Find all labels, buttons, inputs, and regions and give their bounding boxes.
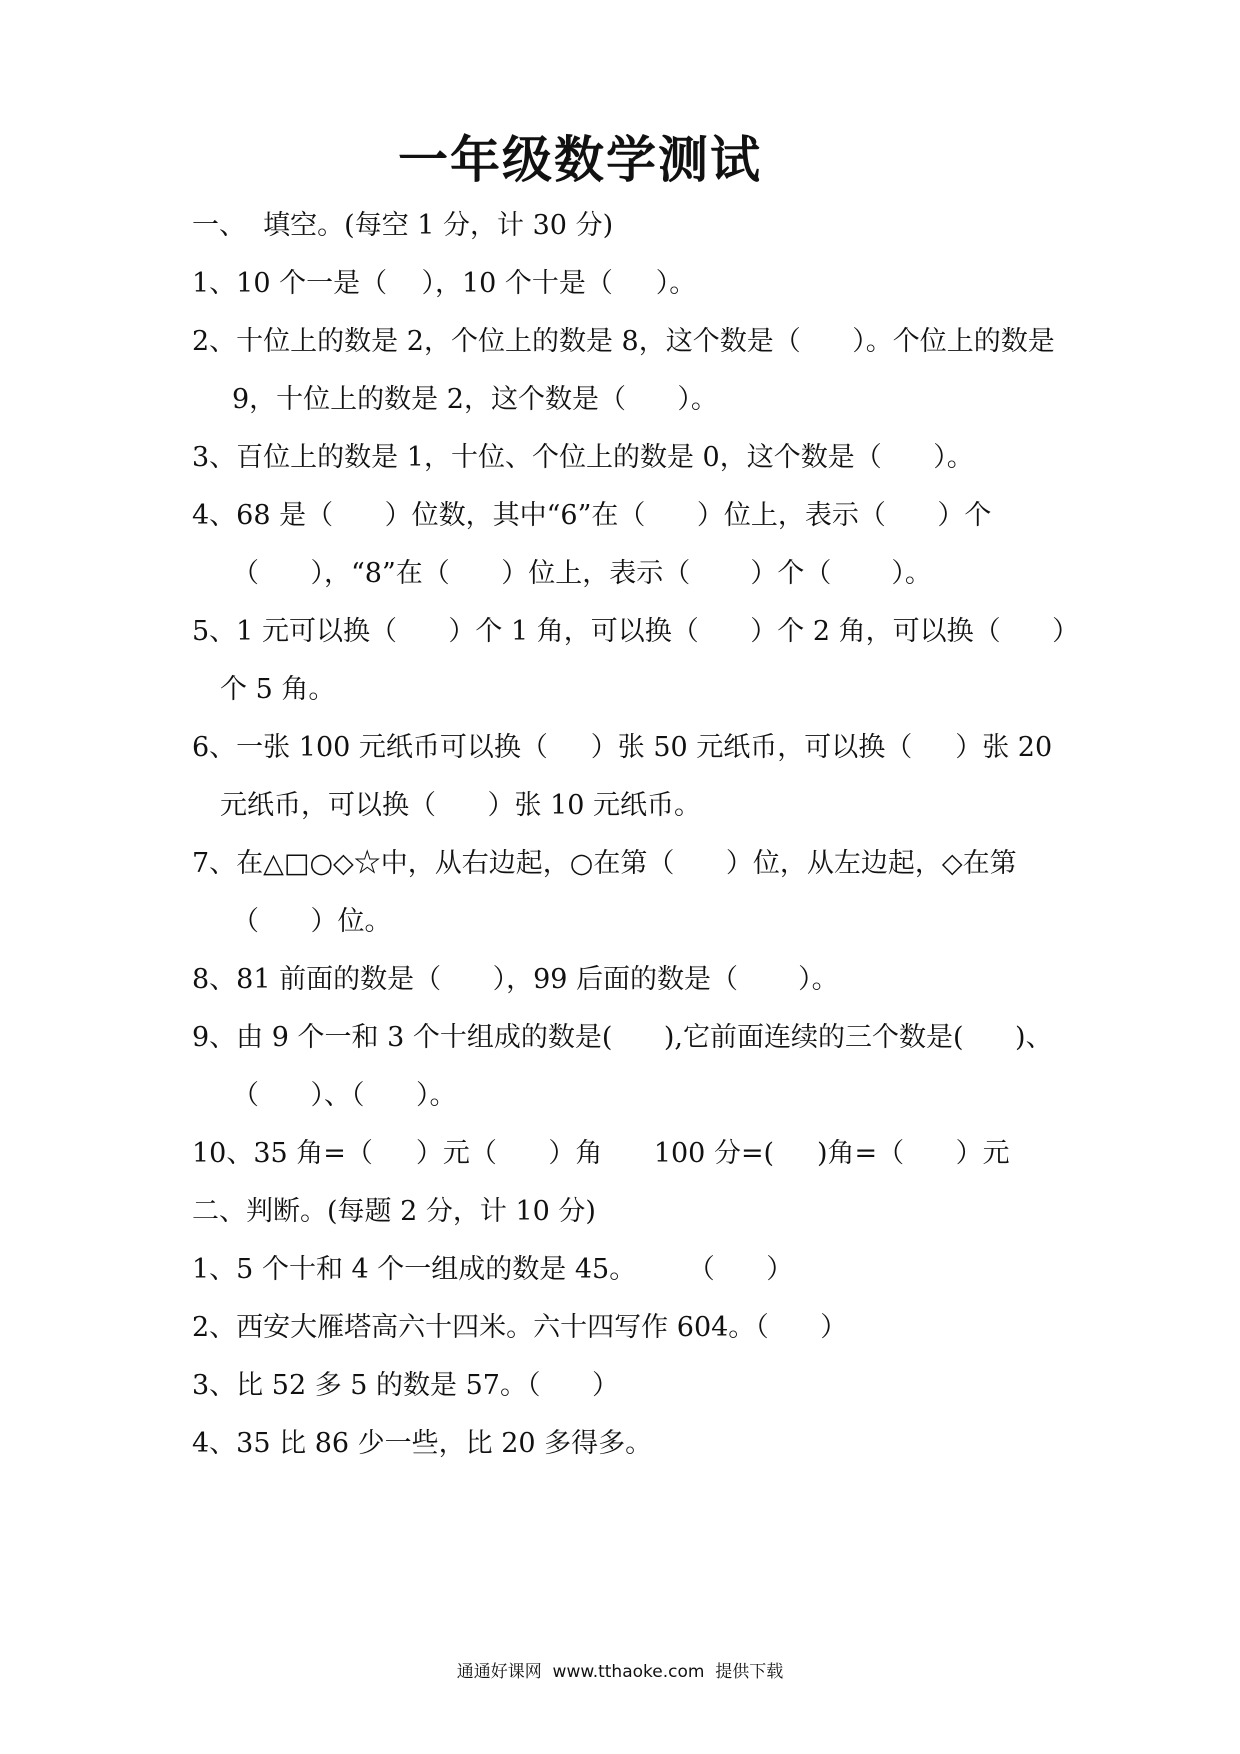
section2-heading: 二、判断。(每题 2 分，计 10 分) [192,1196,596,1227]
fill-question-4-line2: （ ），“8”在（ ）位上，表示（ ）个（ ）。 [232,558,932,589]
judge-question-1: 1、5 个十和 4 个一组成的数是 45。 （ ） [192,1254,794,1285]
fill-question-9-line1: 9、由 9 个一和 3 个十组成的数是( ),它前面连续的三个数是( )、 [192,1022,1053,1053]
fill-question-1: 1、10 个一是（ ），10 个十是（ ）。 [192,268,697,299]
fill-question-4-line1: 4、68 是（ ）位数，其中“6”在（ ）位上，表示（ ）个 [192,500,992,531]
fill-question-3: 3、百位上的数是 1，十位、个位上的数是 0，这个数是（ ）。 [192,442,974,473]
fill-question-5-line2: 个 5 角。 [220,674,336,705]
judge-question-2: 2、西安大雁塔高六十四米。六十四写作 604。（ ） [192,1312,848,1343]
fill-question-5-line1: 5、1 元可以换（ ）个 1 角，可以换（ ）个 2 角，可以换（ ） [192,616,1080,647]
fill-question-6-line1: 6、一张 100 元纸币可以换（ ）张 50 元纸币，可以换（ ）张 20 [192,732,1053,763]
fill-question-7-line2: （ ）位。 [232,906,392,937]
judge-question-3: 3、比 52 多 5 的数是 57。（ ） [192,1370,619,1401]
page-title: 一年级数学测试 [398,131,762,189]
judge-question-4: 4、35 比 86 少一些，比 20 多得多。 [192,1428,653,1459]
fill-question-2-line2: 9，十位上的数是 2，这个数是（ ）。 [232,384,718,415]
fill-question-8: 8、81 前面的数是（ ），99 后面的数是（ ）。 [192,964,839,995]
page-footer: 通通好课网 www.tthaoke.com 提供下载 [456,1662,784,1682]
fill-question-6-line2: 元纸币，可以换（ ）张 10 元纸币。 [220,790,702,821]
fill-question-7-line1: 7、在△□○◇☆中，从右边起，○在第（ ）位，从左边起，◇在第 [192,848,1017,879]
section1-heading: 一、 填空。(每空 1 分，计 30 分) [192,210,614,241]
fill-question-2-line1: 2、十位上的数是 2，个位上的数是 8，这个数是（ ）。个位上的数是 [192,326,1055,357]
fill-question-9-line2: （ ）、（ ）。 [232,1080,457,1111]
fill-question-10: 10、35 角=（ ）元（ ）角 100 分=( )角=（ ）元 [192,1138,1010,1169]
